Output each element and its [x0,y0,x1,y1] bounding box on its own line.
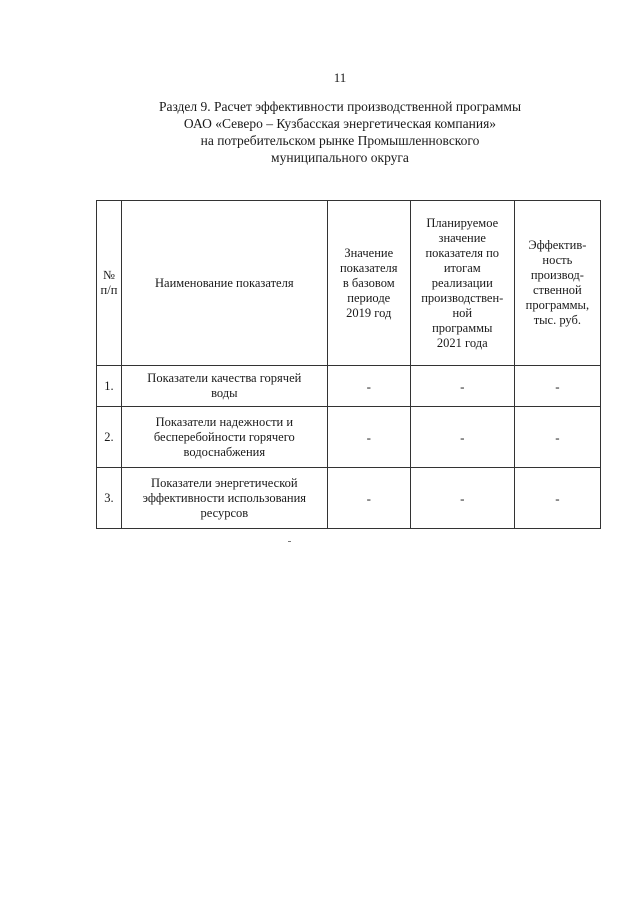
scan-speck [288,541,291,542]
heading-line-4: муниципального округа [271,150,409,165]
heading-line-1: Раздел 9. Расчет эффективности производственной программы [158,99,522,114]
heading-line-2: ОАО «Северо – Кузбасская энергетическая компания» [183,116,497,131]
header-efficiency: Эффектив- ность производ- ственной программы, тыс. руб. [514,201,600,366]
row-num: 1. [97,366,122,407]
row-efficiency: - [514,366,600,407]
row-efficiency: - [514,407,600,468]
row-efficiency: - [514,468,600,529]
table-row [97,407,601,468]
header-base-value: Значение показателя в базовом периоде 2019 год [327,201,410,366]
row-indicator-name: Показатели качества горячей воды [121,366,327,407]
row-planned-value: - [410,468,514,529]
header-planned-value: Планируемое значение показателя по итогам реализации производствен- ной программы 2021 года [410,201,514,366]
heading-line-3: на потребительском рынке Промышленновского [200,133,480,148]
row-base-value: - [327,468,410,529]
section-heading [0,98,640,166]
row-base-value: - [327,407,410,468]
efficiency-table [96,200,601,529]
row-planned-value: - [410,407,514,468]
table-row [97,366,601,407]
row-num: 2. [97,407,122,468]
table-header-row [97,201,601,366]
row-base-value: - [327,366,410,407]
row-planned-value: - [410,366,514,407]
row-num: 3. [97,468,122,529]
header-indicator-name: Наименование показателя [121,201,327,366]
row-indicator-name: Показатели надежности и бесперебойности горячего водоснабжения [121,407,327,468]
page-number: 11 [333,70,347,85]
row-indicator-name: Показатели энергетической эффективности использования ресурсов [121,468,327,529]
table-row [97,468,601,529]
header-num: № п/п [97,201,122,366]
